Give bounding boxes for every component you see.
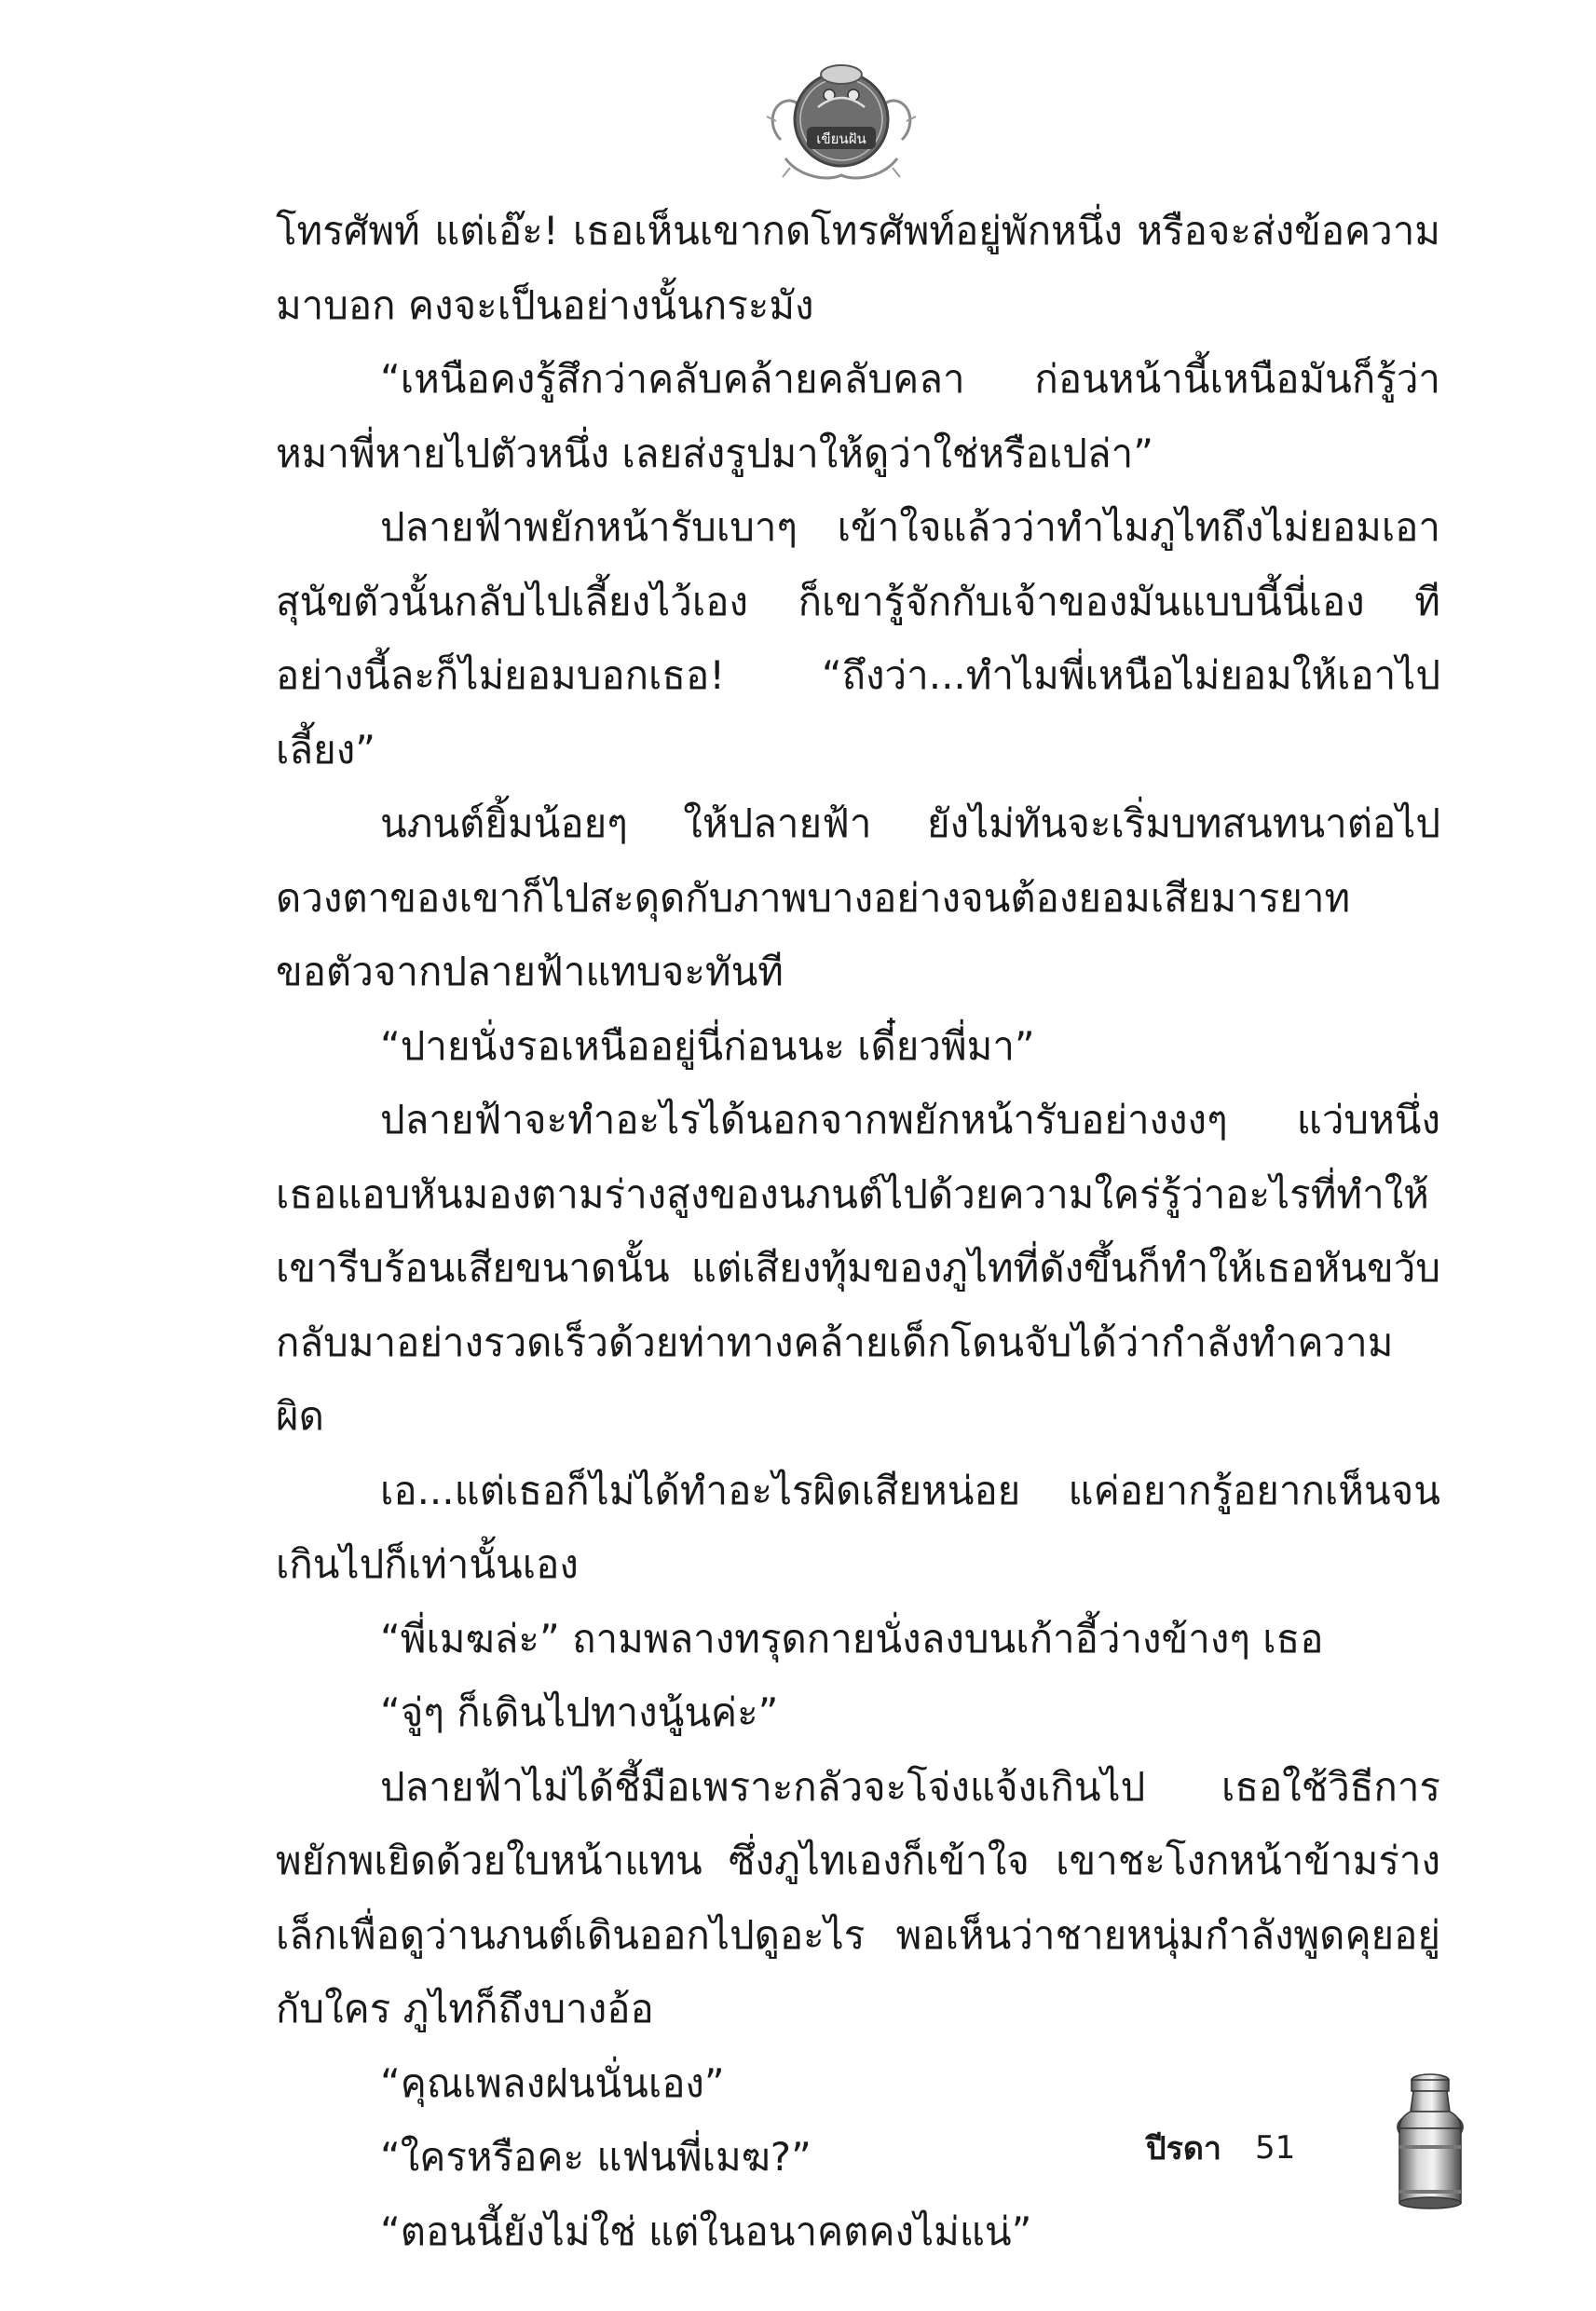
paragraph: “พี่เมฆล่ะ” ถามพลางทรุดกายนั่งลงบนเก้าอี้ว่างข้างๆ เธอ — [380, 1615, 1324, 1661]
body-text — [276, 194, 1440, 2268]
paragraph: โทรศัพท์ แต่เอ๊ะ! เธอเห็นเขากดโทรศัพท์อยู่พักหนึ่ง หรือจะส่งข้อความมาบอก คงจะเป็นอย่างนั้นกระมัง — [276, 208, 1440, 328]
milk-can-icon — [1390, 2071, 1470, 2210]
author-name: ปีรดา — [1146, 2130, 1222, 2167]
ornamental-emblem-icon — [762, 37, 921, 196]
page-number: 51 — [1255, 2129, 1296, 2167]
paragraph: ปลายฟ้าไม่ได้ชี้มือเพราะกลัวจะโจ่งแจ้งเกินไป เธอใช้วิธีการพยักพเยิดด้วยใบหน้าแทน ซึ่งภูไทเองก็เข้าใจ เขาชะโงกหน้าข้ามร่างเล็กเพื่อดูว่านภนต์เดินออกไปดูอะไร พอเห็นว่าชายหนุ่มกำลังพูดคุยอยู่กับใคร ภูไทก็ถึงบางอ้อ — [276, 1763, 1440, 2031]
paragraph: “ใครหรือคะ แฟนพี่เมฆ?” — [380, 2134, 812, 2180]
paragraph: ปลายฟ้าพยักหน้ารับเบาๆ เข้าใจแล้วว่าทำไมภูไทถึงไม่ยอมเอาสุนัขตัวนั้นกลับไปเลี้ยงไว้เอง ก็เขารู้จักกับเจ้าของมันแบบนี้นี่เอง ทีอย่างนี้ละก็ไม่ยอมบอกเธอ! “ถึงว่า...ทำไมพี่เหนือไม่ยอมให้เอาไปเลี้ยง” — [276, 504, 1440, 773]
paragraph: ปลายฟ้าจะทำอะไรได้นอกจากพยักหน้ารับอย่างงงๆ แว่บหนึ่งเธอแอบหันมองตามร่างสูงของนภนต์ไปด้วยความใคร่รู้ว่าอะไรที่ทำให้เขารีบร้อนเสียขนาดนั้น แต่เสียงทุ้มของภูไทที่ดังขึ้นก็ทำให้เธอหันขวับกลับมาอย่างรวดเร็วด้วยท่าทางคล้ายเด็กโดนจับได้ว่ากำลังทำความผิด — [276, 1097, 1440, 1439]
paragraph: “ตอนนี้ยังไม่ใช่ แต่ในอนาคตคงไม่แน่” — [380, 2208, 1032, 2254]
paragraph: “ปายนั่งรอเหนืออยู่นี่ก่อนนะ เดี๋ยวพี่มา” — [380, 1022, 1035, 1069]
paragraph: “คุณเพลงฝนนั่นเอง” — [380, 2059, 725, 2106]
paragraph: นภนต์ยิ้มน้อยๆ ให้ปลายฟ้า ยังไม่ทันจะเริ่มบทสนทนาต่อไป ดวงตาของเขาก็ไปสะดุดกับภาพบางอย่างจนต้องยอมเสียมารยาทขอตัวจากปลายฟ้าแทบจะทันที — [276, 800, 1440, 994]
paragraph: “จู่ๆ ก็เดินไปทางนู้นค่ะ” — [380, 1689, 779, 1735]
paragraph: “เหนือคงรู้สึกว่าคลับคล้ายคลับคลา ก่อนหน้านี้เหนือมันก็รู้ว่าหมาพี่หายไปตัวหนึ่ง เลยส่งรูปมาให้ดูว่าใช่หรือเปล่า” — [276, 356, 1440, 476]
paragraph: เอ...แต่เธอก็ไม่ได้ทำอะไรผิดเสียหน่อย แค่อยากรู้อยากเห็นจนเกินไปก็เท่านั้นเอง — [276, 1467, 1440, 1587]
emblem-text: เขียนฝัน — [816, 130, 866, 147]
page-footer — [1146, 2120, 1295, 2176]
